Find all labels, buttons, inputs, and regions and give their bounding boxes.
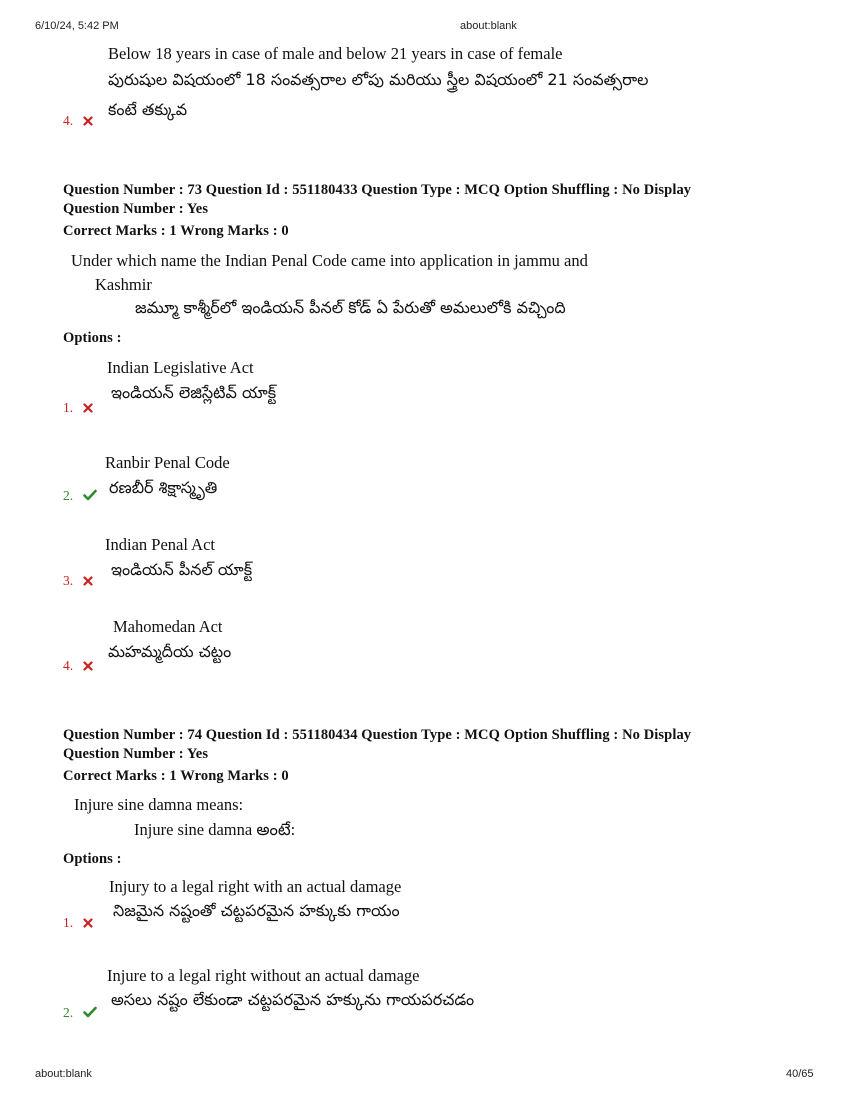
question-74-marks: Correct Marks : 1 Wrong Marks : 0 <box>63 768 289 784</box>
question-73-text-en-line2: Kashmir <box>95 275 152 294</box>
cross-icon <box>83 574 93 590</box>
question-73-marks: Correct Marks : 1 Wrong Marks : 0 <box>63 223 289 239</box>
prev-option-4-text-te-line2: కంటే తక్కువ <box>108 100 188 119</box>
question-74-meta-line1: Question Number : 74 Question Id : 551180434 Question Type : MCQ Option Shuffling : No Display <box>63 727 692 743</box>
q74-option-2-text-te: అసలు నష్టం లేకుండా చట్టపరమైన హక్కును గాయపరచడం <box>111 990 475 1009</box>
q74-option-1-text-en: Injury to a legal right with an actual damage <box>109 877 402 896</box>
q73-option-3-text-en: Indian Penal Act <box>105 535 215 554</box>
print-page-number: 40/65 <box>786 1068 814 1080</box>
q73-option-4-marker <box>63 658 93 675</box>
prev-option-4-text-te-line1: పురుషుల విషయంలో 18 సంవత్సరాల లోపు మరియు స్త్రీల విషయంలో 21 సంవత్సరాల <box>108 70 649 89</box>
question-73-text-te: జమ్మూ కాశ్మీర్‌లో ఇండియన్ పీనల్ కోడ్ ఏ పేరుతో అమలులోకి వచ్చింది <box>135 298 566 317</box>
cross-icon <box>83 916 93 932</box>
q73-option-4-text-te: మహమ్మదీయ చట్టం <box>108 642 232 661</box>
prev-option-4-marker <box>63 113 93 130</box>
q74-option-1-marker <box>63 915 93 932</box>
question-73-meta-line1: Question Number : 73 Question Id : 551180433 Question Type : MCQ Option Shuffling : No Display <box>63 182 692 198</box>
q74-option-1-text-te: నిజమైన నష్టంతో చట్టపరమైన హక్కుకు గాయం <box>113 901 400 920</box>
cross-icon <box>83 659 93 675</box>
q73-option-2-marker <box>63 488 97 505</box>
q73-option-2-text-te: రణబీర్ శిక్షాస్మృతి <box>109 478 218 497</box>
cross-icon <box>83 401 93 417</box>
q73-option-3-text-te: ఇండియన్ పీనల్ యాక్ట్ <box>111 560 253 579</box>
question-73-meta-line2: Question Number : Yes <box>63 201 209 217</box>
print-title: about:blank <box>460 20 517 32</box>
question-74-text-en: Injure sine damna means: <box>74 795 244 814</box>
question-74-meta-line2: Question Number : Yes <box>63 746 209 762</box>
option-number: 4. <box>63 113 74 128</box>
print-footer-url: about:blank <box>35 1068 92 1080</box>
q74-option-2-text-en: Injure to a legal right without an actual damage <box>107 966 420 985</box>
q73-option-1-text-en: Indian Legislative Act <box>107 358 254 377</box>
option-number: 4. <box>63 658 74 673</box>
option-number: 2. <box>63 1005 74 1020</box>
option-number: 3. <box>63 573 74 588</box>
question-74-options-label: Options : <box>63 851 122 867</box>
option-number: 2. <box>63 488 74 503</box>
cross-icon <box>83 114 93 130</box>
checkmark-icon <box>83 1006 97 1022</box>
q73-option-1-marker <box>63 400 93 417</box>
q74-option-2-marker <box>63 1005 97 1022</box>
prev-option-4-text-en: Below 18 years in case of male and below 21 years in case of female <box>108 44 563 63</box>
option-number: 1. <box>63 915 74 930</box>
option-number: 1. <box>63 400 74 415</box>
q73-option-4-text-en: Mahomedan Act <box>113 617 223 636</box>
q73-option-2-text-en: Ranbir Penal Code <box>105 453 230 472</box>
q73-option-1-text-te: ఇండియన్ లెజిస్లేటివ్ యాక్ట్ <box>111 383 277 402</box>
print-datetime: 6/10/24, 5:42 PM <box>35 20 119 32</box>
question-73-text-en-line1: Under which name the Indian Penal Code came into application in jammu and <box>71 251 588 270</box>
checkmark-icon <box>83 489 97 505</box>
question-74-text-te: Injure sine damna అంటే: <box>134 820 296 839</box>
q73-option-3-marker <box>63 573 93 590</box>
question-73-options-label: Options : <box>63 330 122 346</box>
